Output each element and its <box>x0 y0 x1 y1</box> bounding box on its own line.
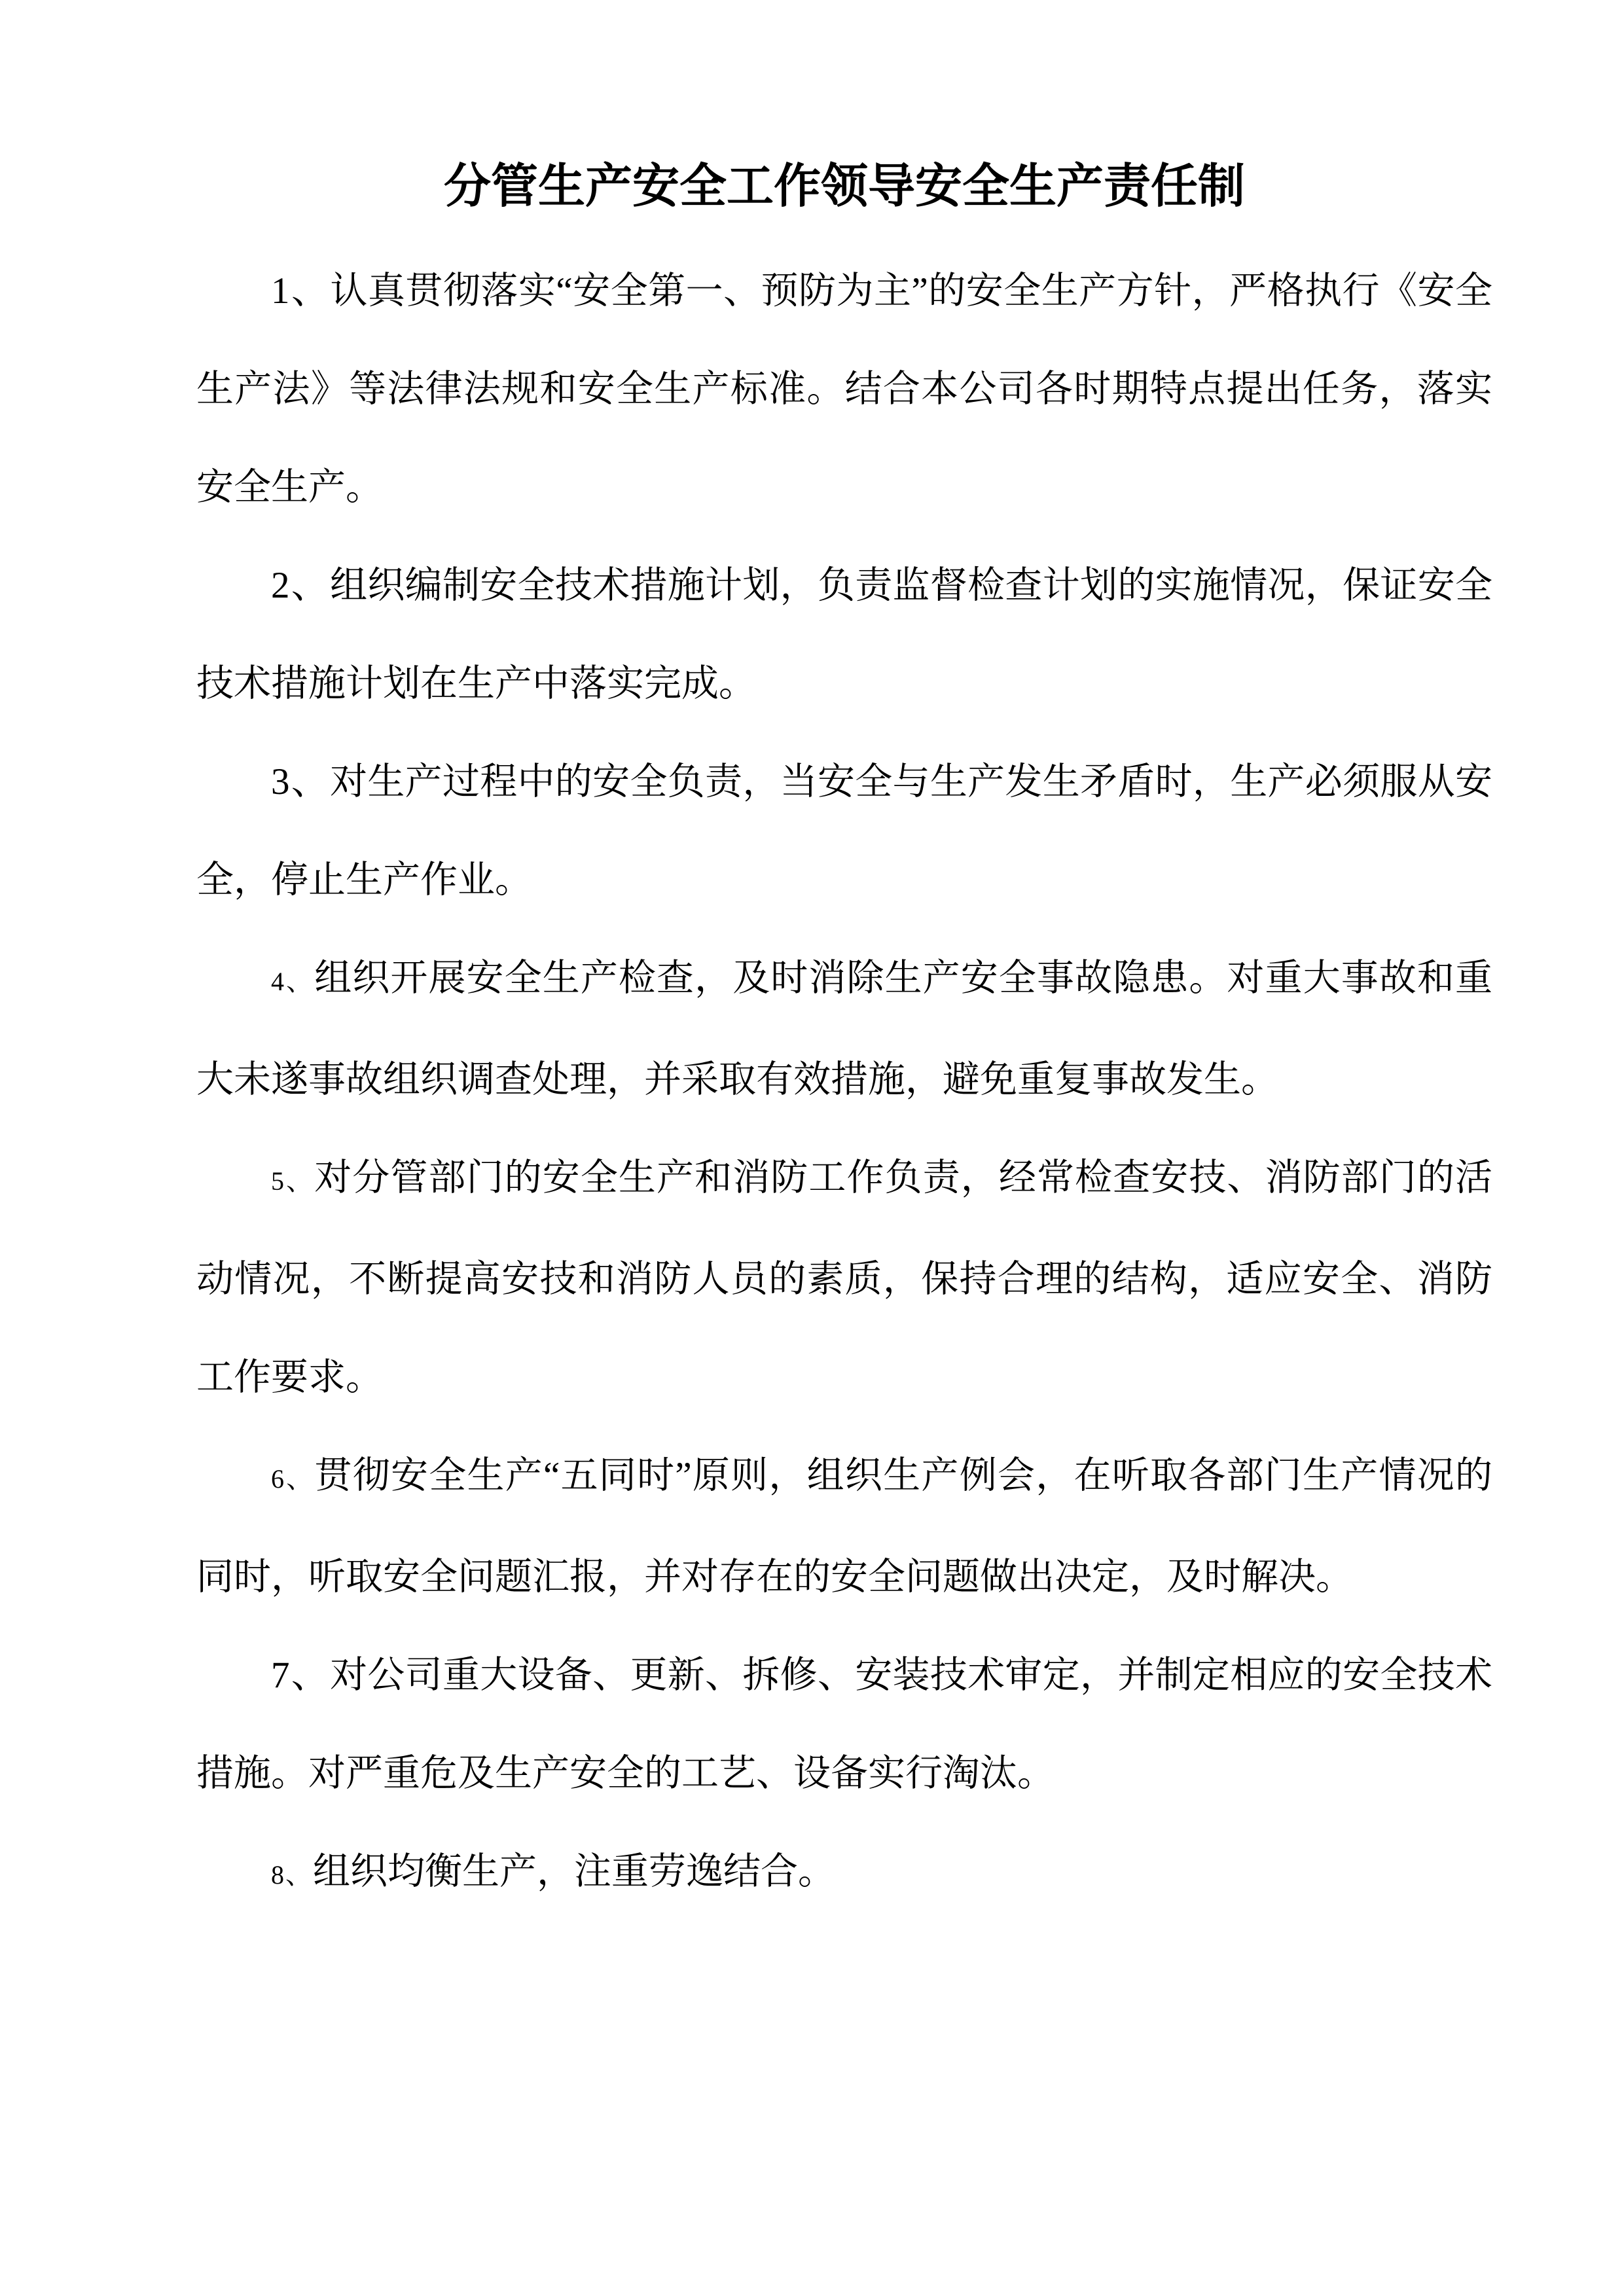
paragraph-1 <box>196 242 1530 537</box>
paragraph-6-number: 6、 <box>271 1464 315 1494</box>
paragraph-1-number: 1、 <box>271 270 331 312</box>
paragraph-3-text: 对生产过程中的安全负责，当安全与生产发生矛盾时，生产必须服从安全，停止生产作业。 <box>196 761 1492 901</box>
paragraph-7 <box>196 1626 1492 1823</box>
paragraph-5 <box>196 1129 1530 1427</box>
paragraph-1-text: 认真贯彻落实“安全第一、预防为主”的安全生产方针，严格执行《安全生产法》等法律法规和安全生产标准。结合本公司各时期特点提出任务，落实 安全生产。 <box>196 270 1530 508</box>
paragraph-4-text: 组织开展安全生产检查，及时消除生产安全事故隐患。对重大事故和重大未遂事故组织调查处理，并采取有效措施，避免重复事故发生。 <box>196 958 1492 1100</box>
paragraph-3 <box>196 733 1492 929</box>
paragraph-2 <box>196 537 1492 733</box>
paragraph-4-number: 4、 <box>271 967 315 996</box>
paragraph-4 <box>196 929 1492 1129</box>
paragraph-2-text: 组织编制安全技术措施计划，负责监督检查计划的实施情况，保证安全技术措施计划在生产中落实完成。 <box>196 565 1492 704</box>
paragraph-2-number: 2、 <box>271 565 331 606</box>
paragraph-8-text: 组织均衡生产，注重劳逸结合。 <box>313 1851 835 1892</box>
paragraph-7-number: 7、 <box>271 1655 331 1696</box>
paragraph-5-number: 5、 <box>271 1166 315 1196</box>
paragraph-5-text: 对分管部门的安全生产和消防工作负责，经常检查安技、消防部门的活动情况，不断提高安技和消防人员的素质，保持合理的结构，适应安全、消防 工作要求。 <box>196 1157 1530 1398</box>
paragraph-8-number: 8、 <box>271 1860 313 1890</box>
paragraph-6 <box>196 1427 1492 1626</box>
paragraph-8 <box>196 1823 1492 1924</box>
document-body <box>196 242 1530 1924</box>
paragraph-3-number: 3、 <box>271 761 331 802</box>
paragraph-7-text: 对公司重大设备、更新、拆修、安装技术审定，并制定相应的安全技术措施。对严重危及生产安全的工艺、设备实行淘汰。 <box>196 1655 1492 1794</box>
document-title: 分管生产安全工作领导安全生产责任制 <box>443 160 1245 213</box>
paragraph-6-text: 贯彻安全生产“五同时”原则，组织生产例会，在听取各部门生产情况的同时，听取安全问题汇报，并对存在的安全问题做出决定，及时解决。 <box>196 1455 1492 1598</box>
